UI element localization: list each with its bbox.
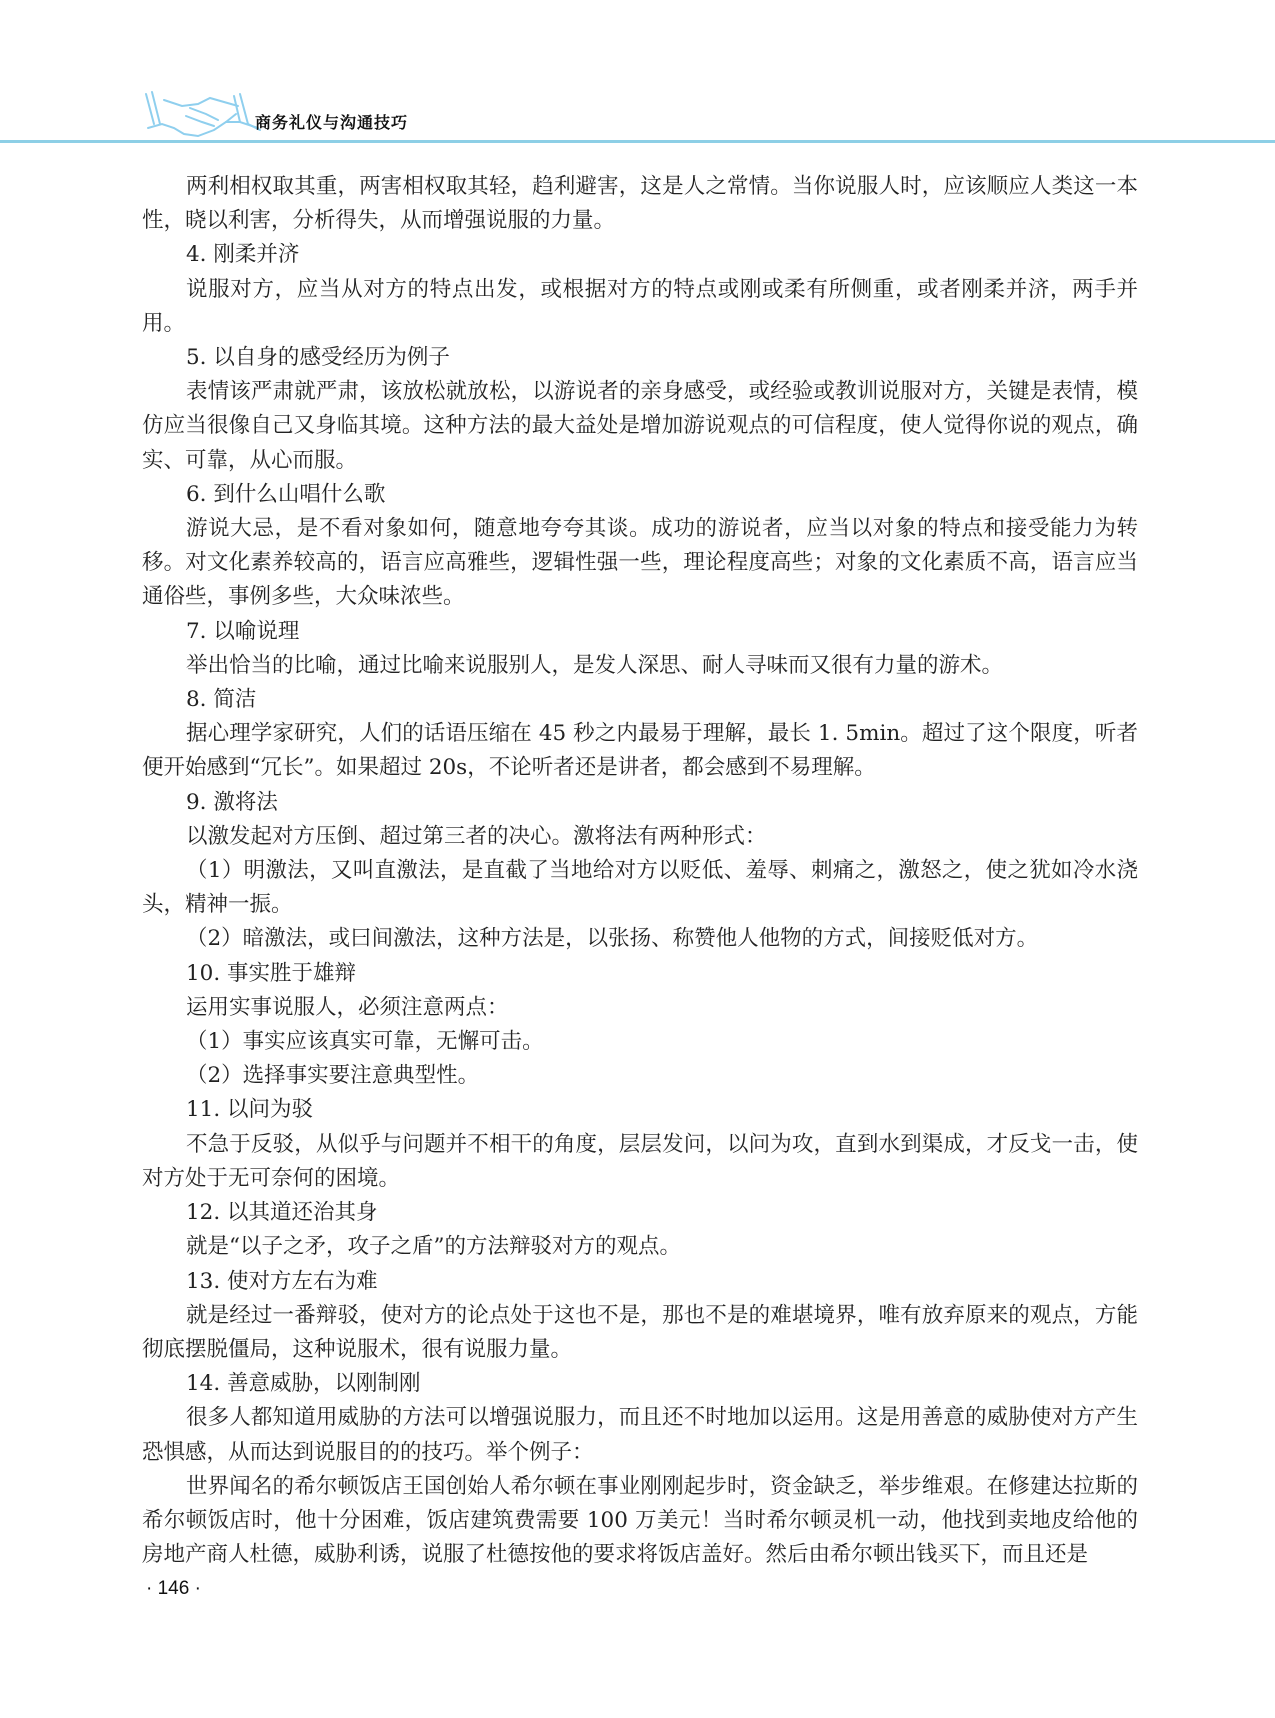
section-heading: 5. 以自身的感受经历为例子 — [186, 345, 450, 371]
body-paragraph: 说服对方，应当从对方的特点出发，或根据对方的特点或刚或柔有所侧重，或者刚柔并济，两手并用。 — [142, 276, 1138, 336]
body-paragraph: （2）选择事实要注意典型性。 — [186, 1063, 480, 1089]
page-number: · 146 · — [146, 1578, 201, 1599]
handshake-icon — [140, 84, 265, 140]
section-heading: 6. 到什么山唱什么歌 — [186, 481, 386, 507]
body-paragraph: 举出恰当的比喻，通过比喻来说服别人，是发人深思、耐人寻味而又很有力量的游术。 — [186, 652, 1004, 678]
section-heading: 11. 以问为驳 — [186, 1097, 314, 1123]
page-body — [142, 170, 1138, 1572]
body-paragraph: 就是经过一番辩驳，使对方的论点处于这也不是，那也不是的难堪境界，唯有放弃原来的观点，方能彻底摆脱僵局，这种说服术，很有说服力量。 — [142, 1302, 1138, 1362]
body-paragraph: （2）暗激法，或曰间激法，这种方法是，以张扬、称赞他人他物的方式，间接贬低对方。 — [186, 926, 1039, 952]
section-heading: 4. 刚柔并济 — [186, 242, 300, 268]
body-paragraph: 表情该严肃就严肃，该放松就放松，以游说者的亲身感受，或经验或教训说服对方，关键是表情，模仿应当很像自己又身临其境。这种方法的最大益处是增加游说观点的可信程度，使人觉得你说的观点，确实、可靠，从心而服。 — [142, 379, 1138, 473]
body-paragraph: 世界闻名的希尔顿饭店王国创始人希尔顿在事业刚刚起步时，资金缺乏，举步维艰。在修建达拉斯的希尔顿饭店时，他十分困难，饭店建筑费需要 100 万美元！当时希尔顿灵机一动，他找到卖地皮给他的房地产商人杜德，威胁利诱，说服了杜德按他的要求将饭店盖好。然后由希尔顿出钱买下，而且还是 — [142, 1473, 1138, 1568]
section-heading: 8. 简洁 — [186, 687, 257, 713]
body-paragraph: 以激发起对方压倒、超过第三者的决心。激将法有两种形式： — [186, 823, 767, 849]
header-divider — [0, 140, 1275, 143]
body-paragraph: 不急于反驳，从似乎与问题并不相干的角度，层层发问，以问为攻，直到水到渠成，才反戈一击，使对方处于无可奈何的困境。 — [142, 1131, 1138, 1191]
body-paragraph: 很多人都知道用威胁的方法可以增强说服力，而且还不时地加以运用。这是用善意的威胁使对方产生恐惧感，从而达到说服目的的技巧。举个例子： — [142, 1405, 1138, 1465]
body-paragraph: 就是“以子之矛，攻子之盾”的方法辩驳对方的观点。 — [186, 1234, 681, 1260]
section-heading: 13. 使对方左右为难 — [186, 1268, 378, 1294]
body-paragraph: 据心理学家研究，人们的话语压缩在 45 秒之内最易于理解，最长 1. 5min。超过了这个限度，听者便开始感到“冗长”。如果超过 20s，不论听者还是讲者，都会感到不易理解。 — [142, 721, 1138, 781]
body-paragraph: 运用实事说服人，必须注意两点： — [186, 994, 509, 1020]
body-paragraph: （1）事实应该真实可靠，无懈可击。 — [186, 1029, 544, 1055]
body-paragraph: 两利相权取其重，两害相权取其轻，趋利避害，这是人之常情。当你说服人时，应该顺应人类这一本性，晓以利害，分析得失，从而增强说服的力量。 — [142, 174, 1138, 234]
section-heading: 9. 激将法 — [186, 789, 278, 815]
body-paragraph: 游说大忌，是不看对象如何，随意地夸夸其谈。成功的游说者，应当以对象的特点和接受能力为转移。对文化素养较高的，语言应高雅些，逻辑性强一些，理论程度高些；对象的文化素质不高，语言应当通俗些，事例多些，大众味浓些。 — [142, 516, 1138, 610]
section-heading: 7. 以喻说理 — [186, 618, 300, 644]
section-heading: 14. 善意威胁，以刚制刚 — [186, 1371, 421, 1397]
body-paragraph: （1）明激法，又叫直激法，是直截了当地给对方以贬低、羞辱、刺痛之，激怒之，使之犹如冷水浇头，精神一振。 — [142, 858, 1138, 918]
section-heading: 12. 以其道还治其身 — [186, 1200, 378, 1226]
book-title: 商务礼仪与沟通技巧 — [255, 113, 409, 132]
section-heading: 10. 事实胜于雄辩 — [186, 960, 357, 986]
